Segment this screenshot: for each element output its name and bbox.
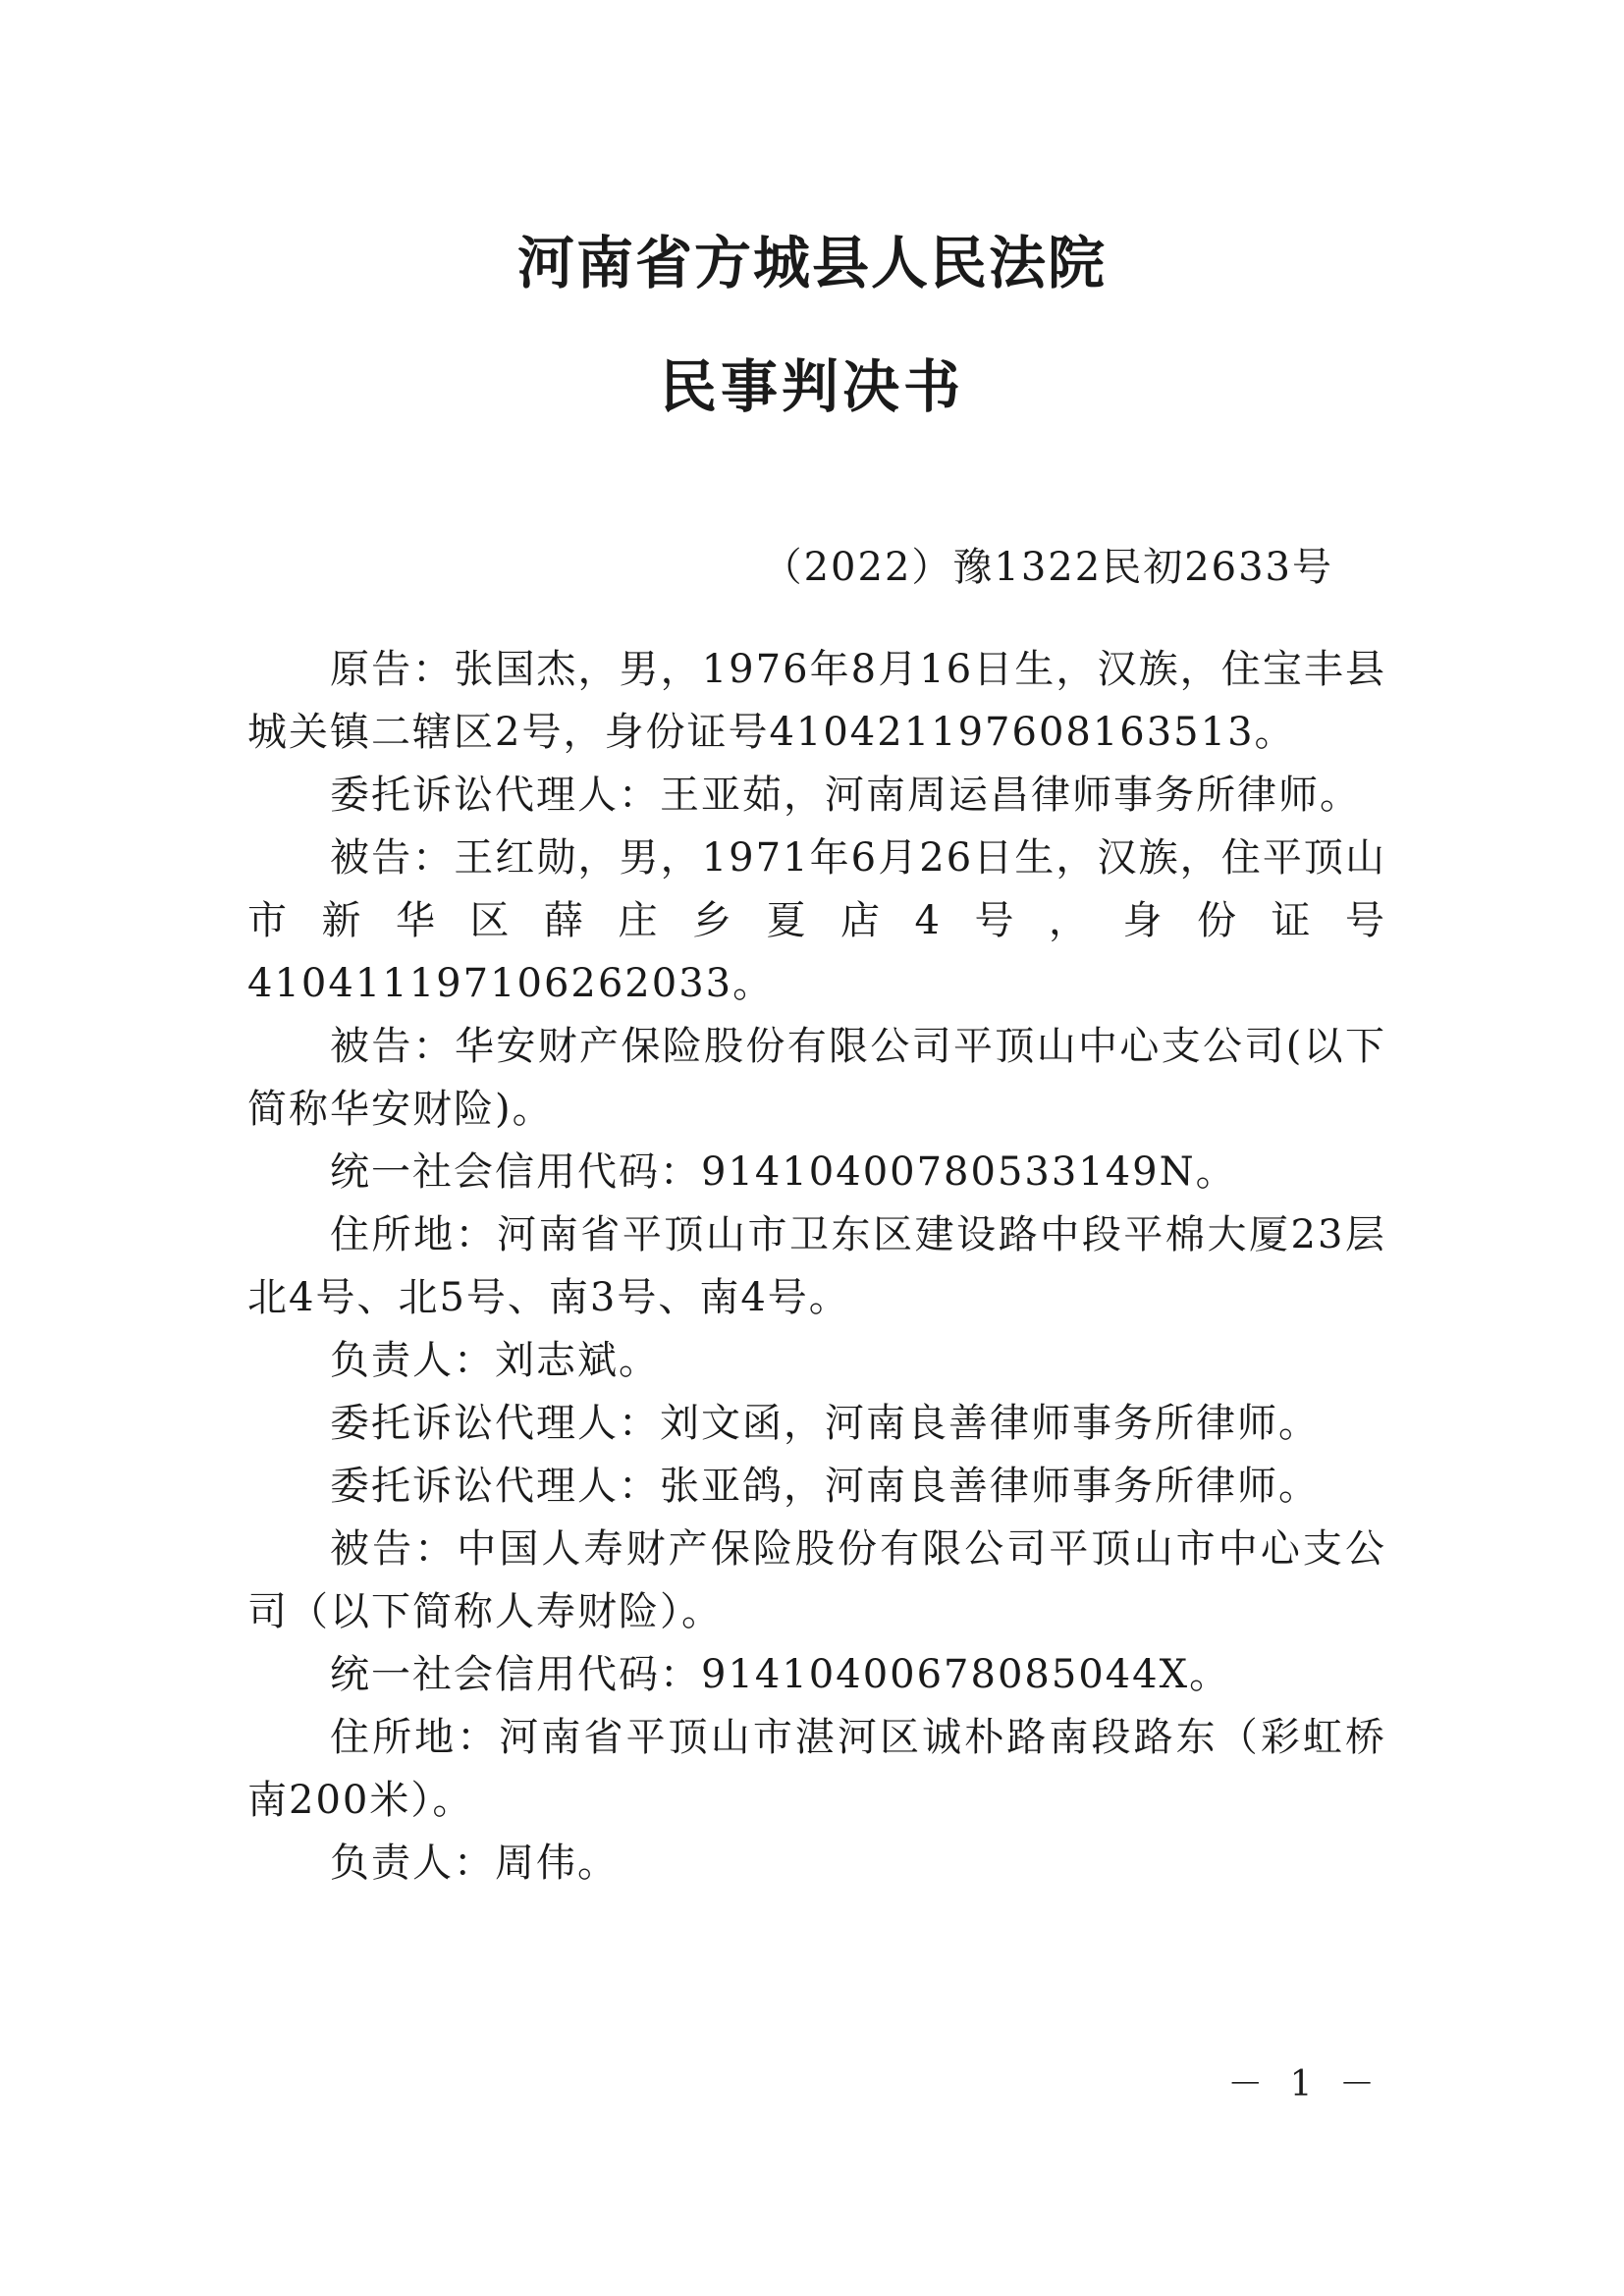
defendant-3-responsible-person: 负责人：周伟。 bbox=[330, 1841, 619, 1886]
defendant-2-agent-2: 委托诉讼代理人：张亚鸽，河南良善律师事务所律师。 bbox=[330, 1464, 1320, 1509]
plaintiff-paragraph: 原告：张国杰，男，1976年8月16日生，汉族，住宝丰县城关镇二辖区2号，身份证号410421197608163513。 bbox=[247, 647, 1386, 755]
defendant-1-paragraph: 被告：王红勋，男，1971年6月26日生，汉族，住平顶山市新华区薛庄乡夏店4号，身份证号410411197106262033。 bbox=[247, 835, 1386, 1006]
court-name: 河南省方城县人民法院 bbox=[516, 230, 1107, 296]
defendant-2-agent-1: 委托诉讼代理人：刘文函，河南良善律师事务所律师。 bbox=[330, 1401, 1320, 1446]
defendant-2-credit-code: 统一社会信用代码：91410400780533149N。 bbox=[330, 1149, 1237, 1195]
defendant-3-credit-code: 统一社会信用代码：91410400678085044X。 bbox=[330, 1652, 1231, 1697]
defendant-2-responsible-person: 负责人：刘志斌。 bbox=[330, 1338, 660, 1383]
defendant-2-paragraph: 被告：华安财产保险股份有限公司平顶山中心支公司(以下简称华安财险)。 bbox=[247, 1024, 1386, 1132]
page-number: － 1 － bbox=[1227, 2064, 1382, 2105]
case-number: （2022）豫1322民初2633号 bbox=[762, 545, 1333, 590]
defendant-2-address: 住所地：河南省平顶山市卫东区建设路中段平棉大厦23层北4号、北5号、南3号、南4号。 bbox=[247, 1212, 1386, 1320]
document-body bbox=[247, 638, 1386, 1895]
document-type: 民事判决书 bbox=[659, 353, 964, 420]
defendant-3-address: 住所地：河南省平顶山市湛河区诚朴路南段路东（彩虹桥南200米）。 bbox=[247, 1715, 1386, 1823]
plaintiff-agent-paragraph: 委托诉讼代理人：王亚茹，河南周运昌律师事务所律师。 bbox=[330, 773, 1361, 818]
defendant-3-paragraph: 被告：中国人寿财产保险股份有限公司平顶山市中心支公司（以下简称人寿财险）。 bbox=[247, 1526, 1386, 1634]
